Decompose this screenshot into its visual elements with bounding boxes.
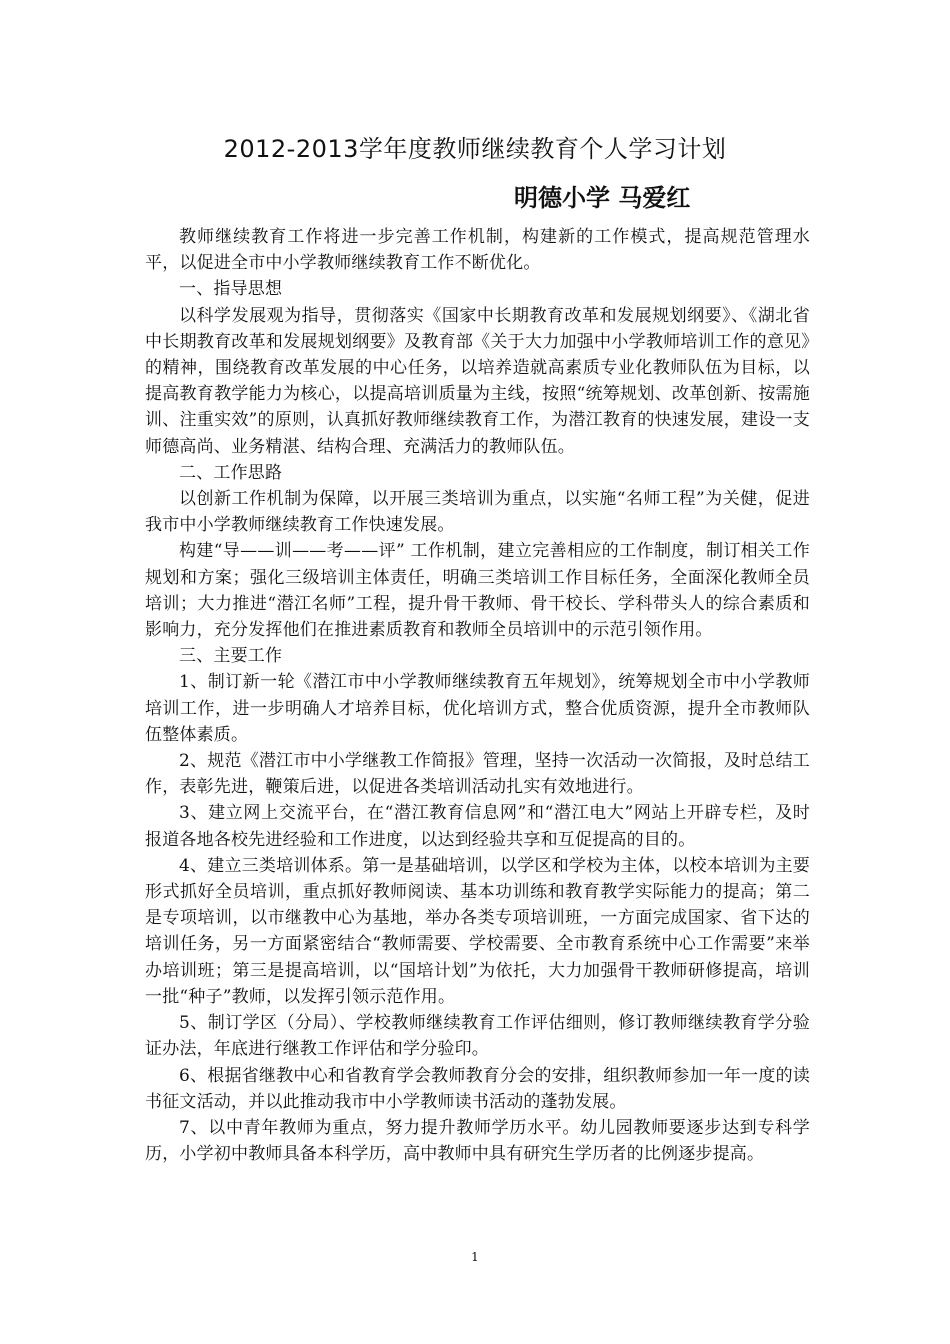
paragraph-work-approach-1: 以创新工作机制为保障，以开展三类培训为重点，以实施“名师工程”为关健，促进我市中小学教师继续教育工作快速发展。 xyxy=(145,489,810,536)
document-author: 明德小学 马爱红 xyxy=(514,184,691,212)
paragraph-main-work-5: 5、制订学区（分局）、学校教师继续教育工作评估细则，修订教师继续教育学分验证办法，年底进行继教工作评估和学分验印。 xyxy=(145,1013,810,1060)
paragraph-main-work-1: 1、制订新一轮《潜江市中小学教师继续教育五年规划》，统筹规划全市中小学教师培训工作，进一步明确人才培养目标，优化培训方式，整合优质资源，提升全市教师队伍整体素质。 xyxy=(145,672,810,745)
document-body xyxy=(145,224,810,1167)
paragraph-main-work-4: 4、建立三类培训体系。第一是基础培训，以学区和学校为主体，以校本培训为主要形式抓好全员培训，重点抓好教师阅读、基本功训练和教育教学实际能力的提高；第二是专项培训，以市继教中心为基地，举办各类专项培训班，一方面完成国家、省下达的培训任务，另一方面紧密结合“教师需要、学校需要、全市教育系统中心工作需要”来举办培训班；第三是提高培训，以“国培计划”为依托，大力加强骨干教师研修提高，培训一批“种子”教师，以发挥引领示范作用。 xyxy=(145,855,810,1007)
paragraph-main-work-2: 2、规范《潜江市中小学继教工作简报》管理，坚持一次活动一次简报，及时总结工作，表彰先进，鞭策后进，以促进各类培训活动扎实有效地进行。 xyxy=(145,751,810,798)
section-heading-main-work: 三、主要工作 xyxy=(179,646,283,667)
paragraph-intro: 教师继续教育工作将进一步完善工作机制，构建新的工作模式，提高规范管理水平，以促进全市中小学教师继续教育工作不断优化。 xyxy=(145,227,810,274)
paragraph-guiding-ideology: 以科学发展观为指导，贯彻落实《国家中长期教育改革和发展规划纲要》、《湖北省中长期教育改革和发展规划纲要》及教育部《关于大力加强中小学教师培训工作的意见》的精神，围绕教育改革发展的中心任务，以培养造就高素质专业化教师队伍为目标，以提高教育教学能力为核心，以提高培训质量为主线，按照“统筹规划、改革创新、按需施训、注重实效”的原则，认真抓好教师继续教育工作，为潜江教育的快速发展，建设一支师德高尚、业务精湛、结构合理、充满活力的教师队伍。 xyxy=(145,305,810,457)
paragraph-work-approach-2: 构建“导——训——考——评” 工作机制，建立完善相应的工作制度，制订相关工作规划和方案；强化三级培训主体责任，明确三类培训工作目标任务，全面深化教师全员培训；大力推进“潜江名师”工程，提升骨干教师、骨干校长、学科带头人的综合素质和影响力，充分发挥他们在推进素质教育和教师全员培训中的示范引领作用。 xyxy=(145,541,810,641)
paragraph-main-work-7: 7、以中青年教师为重点，努力提升教师学历水平。幼儿园教师要逐步达到专科学历，小学初中教师具备本科学历，高中教师中具有研究生学历者的比例逐步提高。 xyxy=(145,1117,810,1165)
section-heading-work-approach: 二、工作思路 xyxy=(179,462,283,483)
section-heading-guiding-ideology: 一、指导思想 xyxy=(179,279,283,300)
paragraph-main-work-3: 3、建立网上交流平台，在“潜江教育信息网”和“潜江电大”网站上开辟专栏，及时报道各地各校先进经验和工作进度，以达到经验共享和互促提高的目的。 xyxy=(145,803,810,850)
paragraph-main-work-6: 6、根据省继教中心和省教育学会教师教育分会的安排，组织教师参加一年一度的读书征文活动，并以此推动我市中小学教师读书活动的蓬勃发展。 xyxy=(145,1065,810,1112)
document-title: 2012-2013学年度教师继续教育个人学习计划 xyxy=(223,135,727,163)
page-number: 1 xyxy=(471,1250,479,1264)
